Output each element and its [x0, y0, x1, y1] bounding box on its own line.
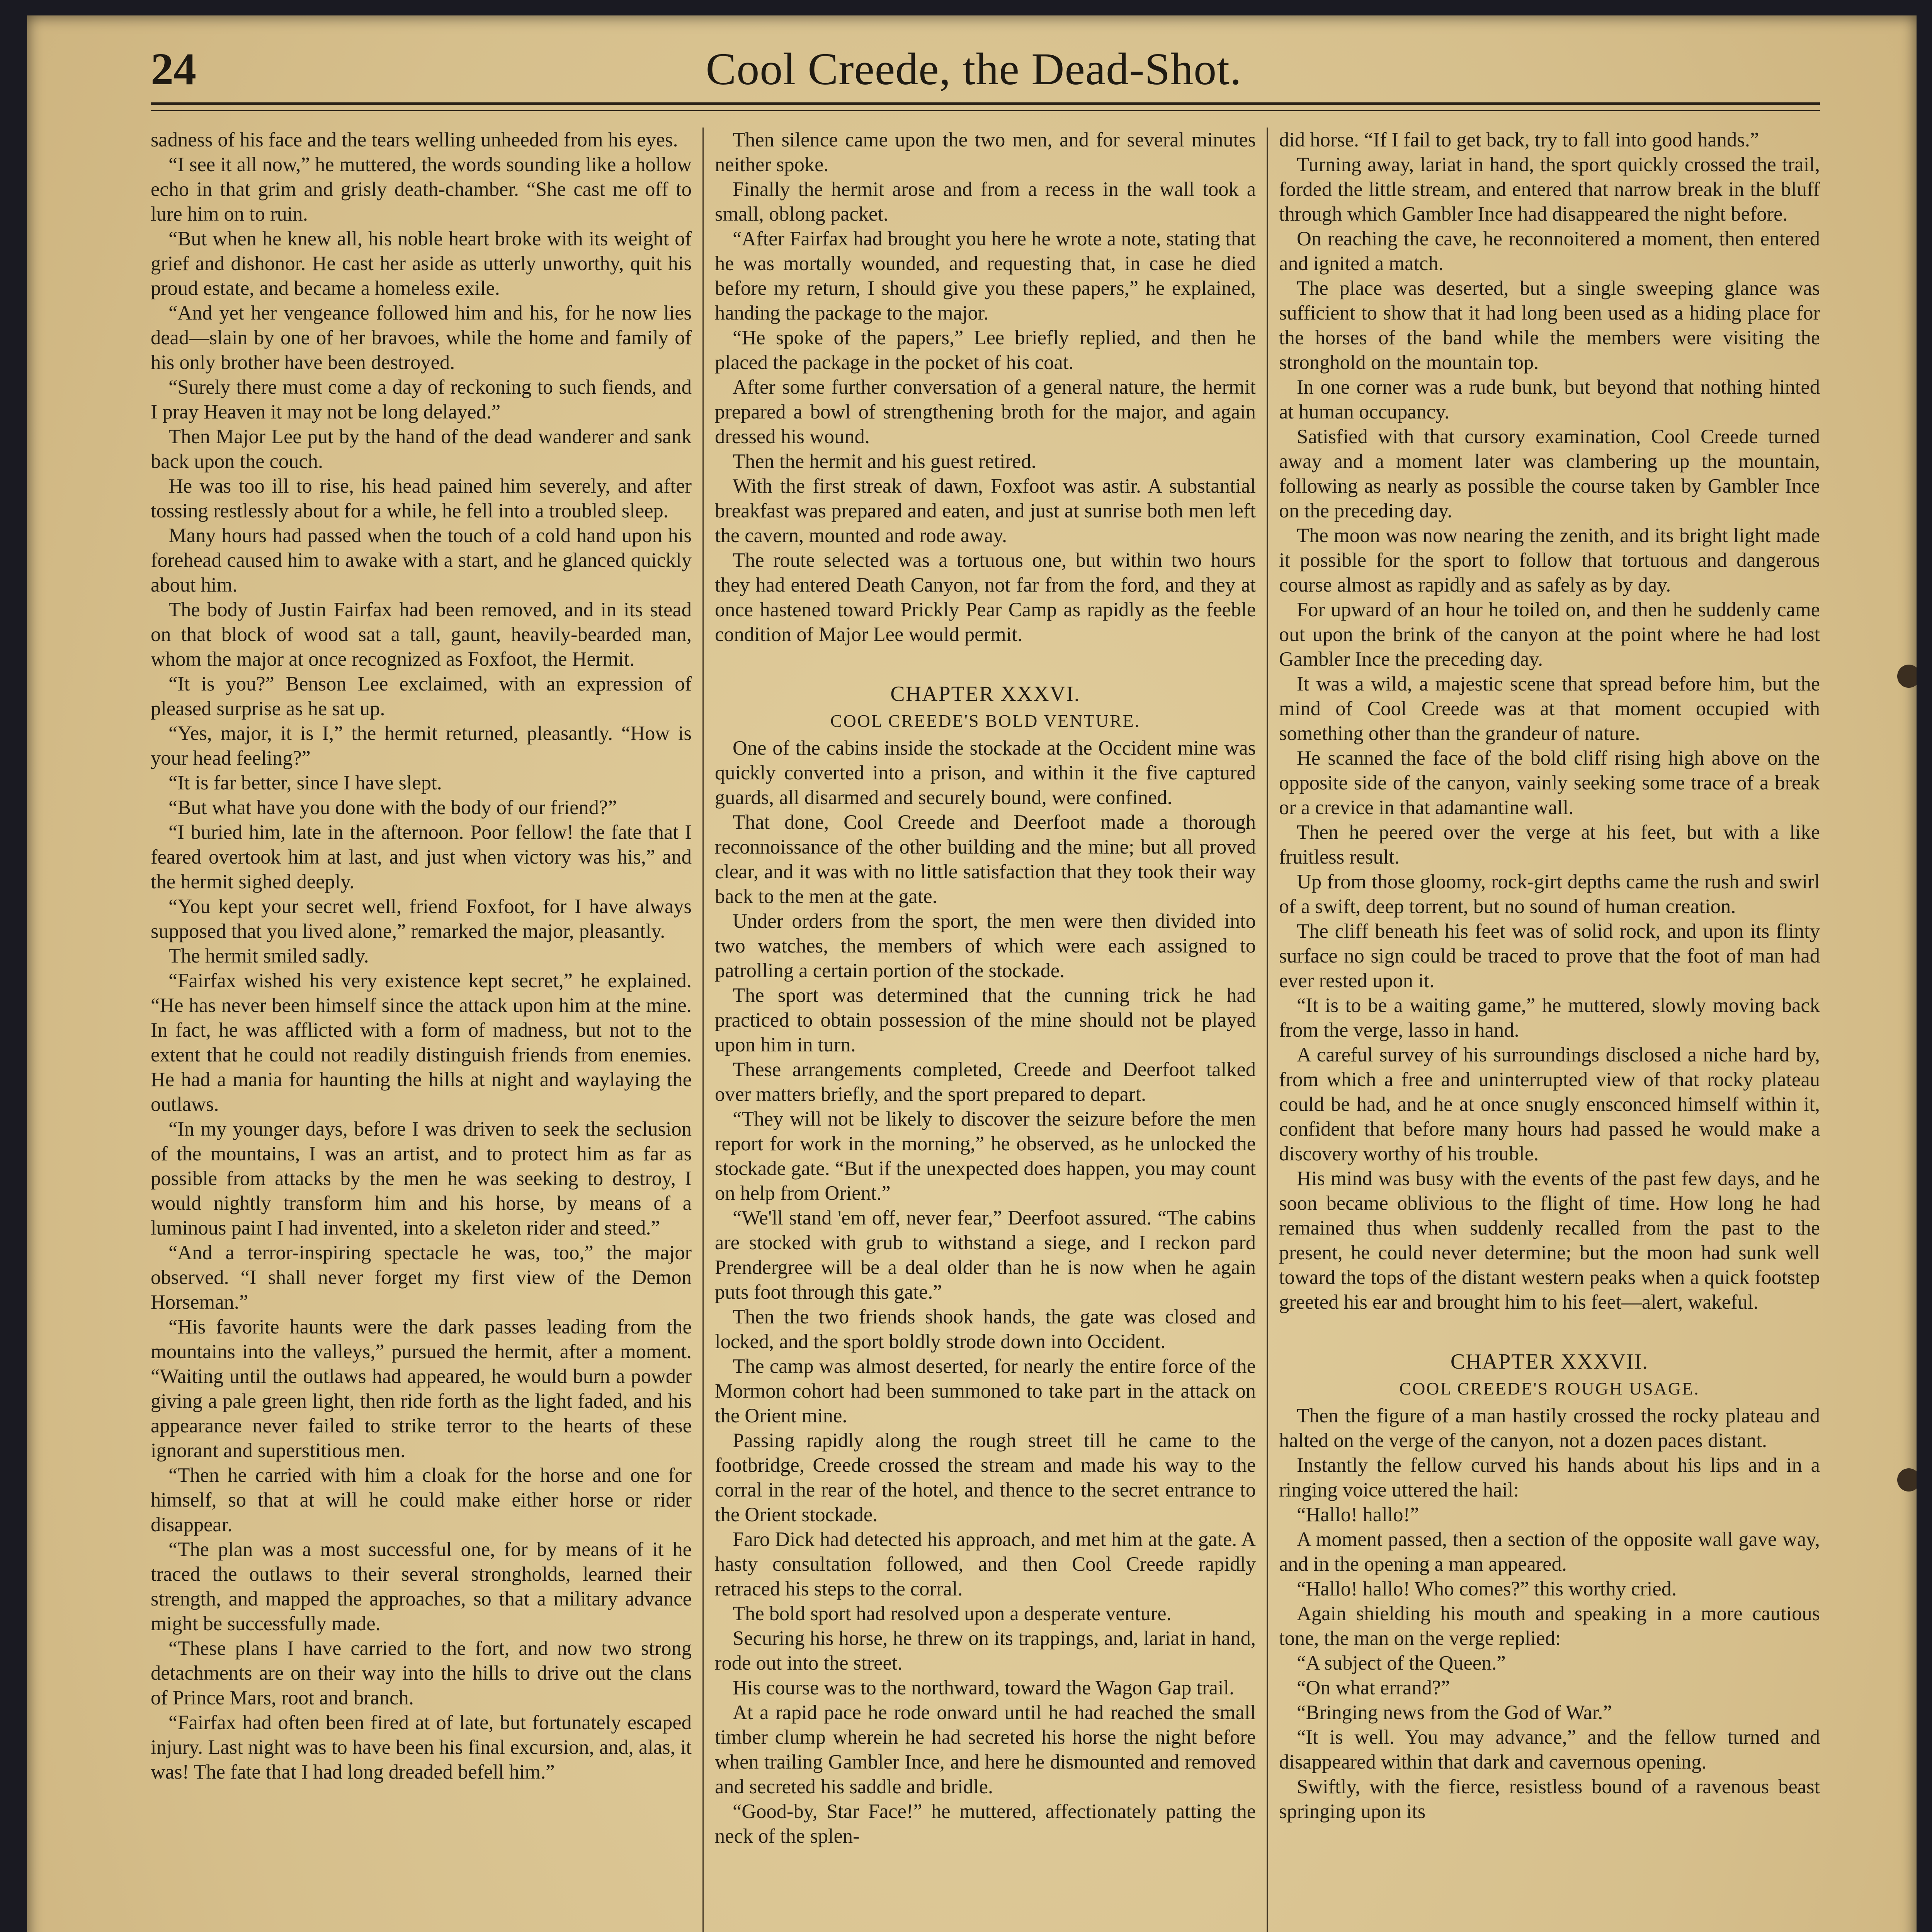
- column-2-paragraphs-bottom: [715, 736, 1256, 1849]
- magazine-page: [27, 15, 1917, 1932]
- paragraph: It was a wild, a majestic scene that spread before him, but the mind of Cool Creede was at that moment occupied with something other than the grandeur of nature.: [1279, 673, 1820, 745]
- chapter-37-heading: CHAPTER XXXVII.: [1450, 1350, 1649, 1374]
- paragraph: Then he peered over the verge at his feet, but with a like fruitless result.: [1279, 821, 1820, 868]
- paragraph: The camp was almost deserted, for nearly the entire force of the Mormon cohort had been summoned to take part in the attack on the Orient mine.: [715, 1355, 1256, 1427]
- paragraph: The hermit smiled sadly.: [168, 945, 369, 967]
- paragraph: Then silence came upon the two men, and for several minutes neither spoke.: [715, 129, 1256, 176]
- binding-staple: [1897, 1468, 1917, 1492]
- paragraph: These arrangements completed, Creede and Deerfoot talked over matters briefly, and the sport prepared to depart.: [715, 1058, 1256, 1105]
- column-3-paragraphs-top: [1279, 128, 1820, 1315]
- column-3-paragraphs-bottom: [1279, 1403, 1820, 1824]
- paragraph: Then the figure of a man hastily crossed the rocky plateau and halted on the verge of the canyon, not a dozen paces distant.: [1279, 1405, 1820, 1452]
- paragraph: “You kept your secret well, friend Foxfoot, for I have always supposed that you lived alone,” remarked the major, pleasantly.: [151, 895, 692, 942]
- column-divider: [1267, 128, 1268, 1932]
- paragraph: He was too ill to rise, his head pained him severely, and after tossing restlessly about for a while, he fell into a troubled sleep.: [151, 475, 692, 522]
- paragraph: On reaching the cave, he reconnoitered a moment, then entered and ignited a match.: [1279, 228, 1820, 275]
- paragraph: Passing rapidly along the rough street till he came to the footbridge, Creede crossed the stream and made his way to the corral in the rear of the hotel, and thence to the secret entrance to the Orient stockade.: [715, 1429, 1256, 1526]
- paragraph: “It is to be a waiting game,” he muttered, slowly moving back from the verge, lasso in hand.: [1279, 994, 1820, 1041]
- paragraph: sadness of his face and the tears welling unheeded from his eyes.: [151, 129, 678, 151]
- paragraph: Under orders from the sport, the men were then divided into two watches, the members of which were each assigned to patrolling a certain portion of the stockade.: [715, 910, 1256, 982]
- paragraph: A careful survey of his surroundings disclosed a niche hard by, from which a free and uninterrupted view of that rocky plateau could be had, and he at once snugly ensconced himself within it, confident that before many hours had passed he would make a discovery worthy of his trouble.: [1279, 1044, 1820, 1165]
- paragraph: “In my younger days, before I was driven to seek the seclusion of the mountains, I was an artist, and to protect him as far as possible from attacks by the men he was seeking to destroy, I would nightly transform him and his horse, by means of a luminous paint I had invented, into a skeleton rider and steed.”: [151, 1118, 692, 1239]
- text-columns: [151, 128, 1820, 1932]
- page-header: [128, 39, 1820, 97]
- paragraph: “I buried him, late in the afternoon. Poor fellow! the fate that I feared overtook him at last, and just when victory was his,” and the hermit sighed deeply.: [151, 821, 692, 893]
- paragraph: “Good-by, Star Face!” he muttered, affectionately patting the neck of the splen-: [715, 1800, 1256, 1847]
- paragraph: He scanned the face of the bold cliff rising high above on the opposite side of the canyon, vainly seeking some trace of a break or a crevice in that adamantine wall.: [1279, 747, 1820, 819]
- paragraph: “It is well. You may advance,” and the fellow turned and disappeared within that dark and cavernous opening.: [1279, 1726, 1820, 1773]
- paragraph: “Hallo! hallo! Who comes?” this worthy cried.: [1297, 1578, 1677, 1600]
- paragraph: Securing his horse, he threw on its trappings, and, lariat in hand, rode out into the street.: [715, 1627, 1256, 1674]
- paragraph: “I see it all now,” he muttered, the words sounding like a hollow echo in that grim and grisly death-chamber. “She cast me off to lure him on to ruin.: [151, 153, 692, 225]
- paragraph: “A subject of the Queen.”: [1297, 1652, 1506, 1674]
- column-divider: [702, 128, 704, 1932]
- paragraph: “It is far better, since I have slept.: [168, 772, 442, 794]
- paragraph: “Then he carried with him a cloak for the horse and one for himself, so that at will he could make either horse or rider disappear.: [151, 1464, 692, 1536]
- page-number: 24: [151, 44, 196, 94]
- chapter-36-heading: CHAPTER XXXVI.: [890, 682, 1080, 706]
- paragraph: “Fairfax wished his very existence kept secret,” he explained. “He has never been himself since the attack upon him at the mine. In fact, he was afflicted with a form of madness, but not to the extent that he could not readily distinguish friends from enemies. He had a mania for haunting the hills at night and waylaying the outlaws.: [151, 969, 692, 1116]
- running-title: Cool Creede, the Dead-Shot.: [706, 44, 1242, 94]
- header-rule: [151, 102, 1820, 105]
- paragraph: “Yes, major, it is I,” the hermit returned, pleasantly. “How is your head feeling?”: [151, 722, 692, 769]
- paragraph: Then the hermit and his guest retired.: [733, 450, 1036, 473]
- paragraph: The bold sport had resolved upon a desperate venture.: [733, 1602, 1172, 1625]
- paragraph: The body of Justin Fairfax had been removed, and in its stead on that block of wood sat a tall, gaunt, heavily-bearded man, whom the major at once recognized as Foxfoot, the Hermit.: [151, 599, 692, 670]
- paragraph: “And yet her vengeance followed him and his, for he now lies dead—slain by one of her bravoes, while the home and family of his only brother have been destroyed.: [151, 302, 692, 374]
- paragraph: did horse. “If I fail to get back, try to fall into good hands.”: [1279, 129, 1759, 151]
- paragraph: Up from those gloomy, rock-girt depths came the rush and swirl of a swift, deep torrent, but no sound of human creation.: [1279, 871, 1820, 918]
- paragraph: “But what have you done with the body of our friend?”: [168, 796, 617, 819]
- paragraph: “On what errand?”: [1297, 1677, 1450, 1699]
- paragraph: Then the two friends shook hands, the gate was closed and locked, and the sport boldly strode down into Occident.: [715, 1306, 1256, 1353]
- paragraph: In one corner was a rude bunk, but beyond that nothing hinted at human occupancy.: [1279, 376, 1820, 423]
- paragraph: Finally the hermit arose and from a recess in the wall took a small, oblong packet.: [715, 178, 1256, 225]
- paragraph: “They will not be likely to discover the seizure before the men report for work in the morning,” he observed, as he unlocked the stockade gate. “But if the unexpected does happen, you may count on help from Orient.”: [715, 1108, 1256, 1204]
- paragraph: Again shielding his mouth and speaking in a more cautious tone, the man on the verge replied:: [1279, 1602, 1820, 1650]
- header-rule-thin: [151, 110, 1820, 111]
- paragraph: “These plans I have carried to the fort, and now two strong detachments are on their way into the hills to drive out the clans of Prince Mars, root and branch.: [151, 1637, 692, 1709]
- paragraph: The moon was now nearing the zenith, and its bright light made it possible for the sport to follow that tortuous and dangerous course almost as rapidly and as safely as by day.: [1279, 524, 1820, 596]
- column-1-paragraphs: [151, 128, 692, 1784]
- paragraph: After some further conversation of a general nature, the hermit prepared a bowl of strengthening broth for the major, and again dressed his wound.: [715, 376, 1256, 448]
- paragraph: “It is you?” Benson Lee exclaimed, with an expression of pleased surprise as he sat up.: [151, 673, 692, 720]
- paragraph: Many hours had passed when the touch of a cold hand upon his forehead caused him to awake with a start, and he glanced quickly about him.: [151, 524, 692, 596]
- paragraph: That done, Cool Creede and Deerfoot made a thorough reconnoissance of the other building and the mine; but all proved clear, and it was with no little satisfaction that they took their way back to the men at the gate.: [715, 811, 1256, 908]
- column-2: [715, 128, 1256, 1932]
- paragraph: “His favorite haunts were the dark passes leading from the mountains into the valleys,” pursued the hermit, after a moment. “Waiting until the outlaws had appeared, he would burn a powder giving a pale green light, then ride forth as the light faded, and his appearance never failed to strike terror to the hearts of these ignorant and superstitious men.: [151, 1316, 692, 1462]
- paragraph: “After Fairfax had brought you here he wrote a note, stating that he was mortally wounded, and requesting that, in case he died before my return, I should give you these papers,” he explained, handing the package to the major.: [715, 228, 1256, 324]
- paragraph: The route selected was a tortuous one, but within two hours they had entered Death Canyon, not far from the ford, and they at once hastened toward Prickly Pear Camp as rapidly as the feeble condition of Major Lee would permit.: [715, 549, 1256, 646]
- paragraph: Swiftly, with the fierce, resistless bound of a ravenous beast springing upon its: [1279, 1776, 1820, 1823]
- paragraph: His mind was busy with the events of the past few days, and he soon became oblivious to the flight of time. How long he had remained thus when suddenly recalled from the past to the present, he could never determine; but the moon had sunk well toward the tops of the distant western peaks when a quick footstep greeted his ear and brought him to his feet—alert, wakeful.: [1279, 1167, 1820, 1313]
- paragraph: Faro Dick had detected his approach, and met him at the gate. A hasty consultation followed, and then Cool Creede rapidly retraced his steps to the corral.: [715, 1528, 1256, 1600]
- paragraph: The sport was determined that the cunning trick he had practiced to obtain possession of the mine should not be played upon him in turn.: [715, 984, 1256, 1056]
- paragraph: Turning away, lariat in hand, the sport quickly crossed the trail, forded the little stream, and entered that narrow break in the bluff through which Gambler Ince had disappeared the night before.: [1279, 153, 1820, 225]
- paragraph: “And a terror-inspiring spectacle he was, too,” the major observed. “I shall never forget my first view of the Demon Horseman.”: [151, 1242, 692, 1313]
- paragraph: The cliff beneath his feet was of solid rock, and upon its flinty surface no sign could be traced to prove that the foot of man had ever rested upon it.: [1279, 920, 1820, 992]
- paragraph: At a rapid pace he rode onward until he had reached the small timber clump wherein he had secreted his horse the night before when trailing Gambler Ince, and here he dismounted and removed and secreted his saddle and bridle.: [715, 1701, 1256, 1798]
- chapter-36-subtitle: COOL CREEDE'S BOLD VENTURE.: [830, 711, 1141, 731]
- paragraph: “Surely there must come a day of reckoning to such fiends, and I pray Heaven it may not be long delayed.”: [151, 376, 692, 423]
- paragraph: “Bringing news from the God of War.”: [1297, 1701, 1612, 1724]
- paragraph: The place was deserted, but a single sweeping glance was sufficient to show that it had long been used as a hiding place for the horses of the band while the members were visiting the stronghold on the mountain top.: [1279, 277, 1820, 374]
- paragraph: “We'll stand 'em off, never fear,” Deerfoot assured. “The cabins are stocked with grub to withstand a siege, and I reckon pard Prendergree will be a deal older than he is now when he again puts foot through this gate.”: [715, 1207, 1256, 1303]
- paragraph: “He spoke of the papers,” Lee briefly replied, and then he placed the package in the pocket of his coat.: [715, 327, 1256, 374]
- paragraph: Instantly the fellow curved his hands about his lips and in a ringing voice uttered the hail:: [1279, 1454, 1820, 1501]
- chapter-37-subtitle: COOL CREEDE'S ROUGH USAGE.: [1399, 1379, 1700, 1398]
- paragraph: A moment passed, then a section of the opposite wall gave way, and in the opening a man appeared.: [1279, 1528, 1820, 1575]
- paragraph: “Fairfax had often been fired at of late, but fortunately escaped injury. Last night was to have been his final excursion, and, alas, it was! The fate that I had long dreaded befell him.”: [151, 1711, 692, 1783]
- binding-staple: [1897, 665, 1917, 688]
- paragraph: His course was to the northward, toward the Wagon Gap trail.: [733, 1677, 1235, 1699]
- paragraph: “Hallo! hallo!”: [1297, 1503, 1419, 1526]
- paragraph: “But when he knew all, his noble heart broke with its weight of grief and dishonor. He cast her aside as utterly unworthy, quit his proud estate, and became a homeless exile.: [151, 228, 692, 299]
- paragraph: For upward of an hour he toiled on, and then he suddenly came out upon the brink of the canyon at the point where he had lost Gambler Ince the preceding day.: [1279, 599, 1820, 670]
- paragraph: “The plan was a most successful one, for by means of it he traced the outlaws to their several strongholds, learned their strength, and mapped the approaches, so that a military advance might be successfully made.: [151, 1538, 692, 1635]
- paragraph: With the first streak of dawn, Foxfoot was astir. A substantial breakfast was prepared and eaten, and just at sunrise both men left the cavern, mounted and rode away.: [715, 475, 1256, 547]
- paragraph: Then Major Lee put by the hand of the dead wanderer and sank back upon the couch.: [151, 425, 692, 473]
- paragraph: Satisfied with that cursory examination, Cool Creede turned away and a moment later was clambering up the mountain, following as nearly as possible the course taken by Gambler Ince on the preceding day.: [1279, 425, 1820, 522]
- column-3: [1279, 128, 1820, 1932]
- column-2-paragraphs-top: [715, 128, 1256, 647]
- column-1: [151, 128, 692, 1932]
- paragraph: One of the cabins inside the stockade at the Occident mine was quickly converted into a prison, and within it the five captured guards, all disarmed and securely bound, were confined.: [715, 737, 1256, 809]
